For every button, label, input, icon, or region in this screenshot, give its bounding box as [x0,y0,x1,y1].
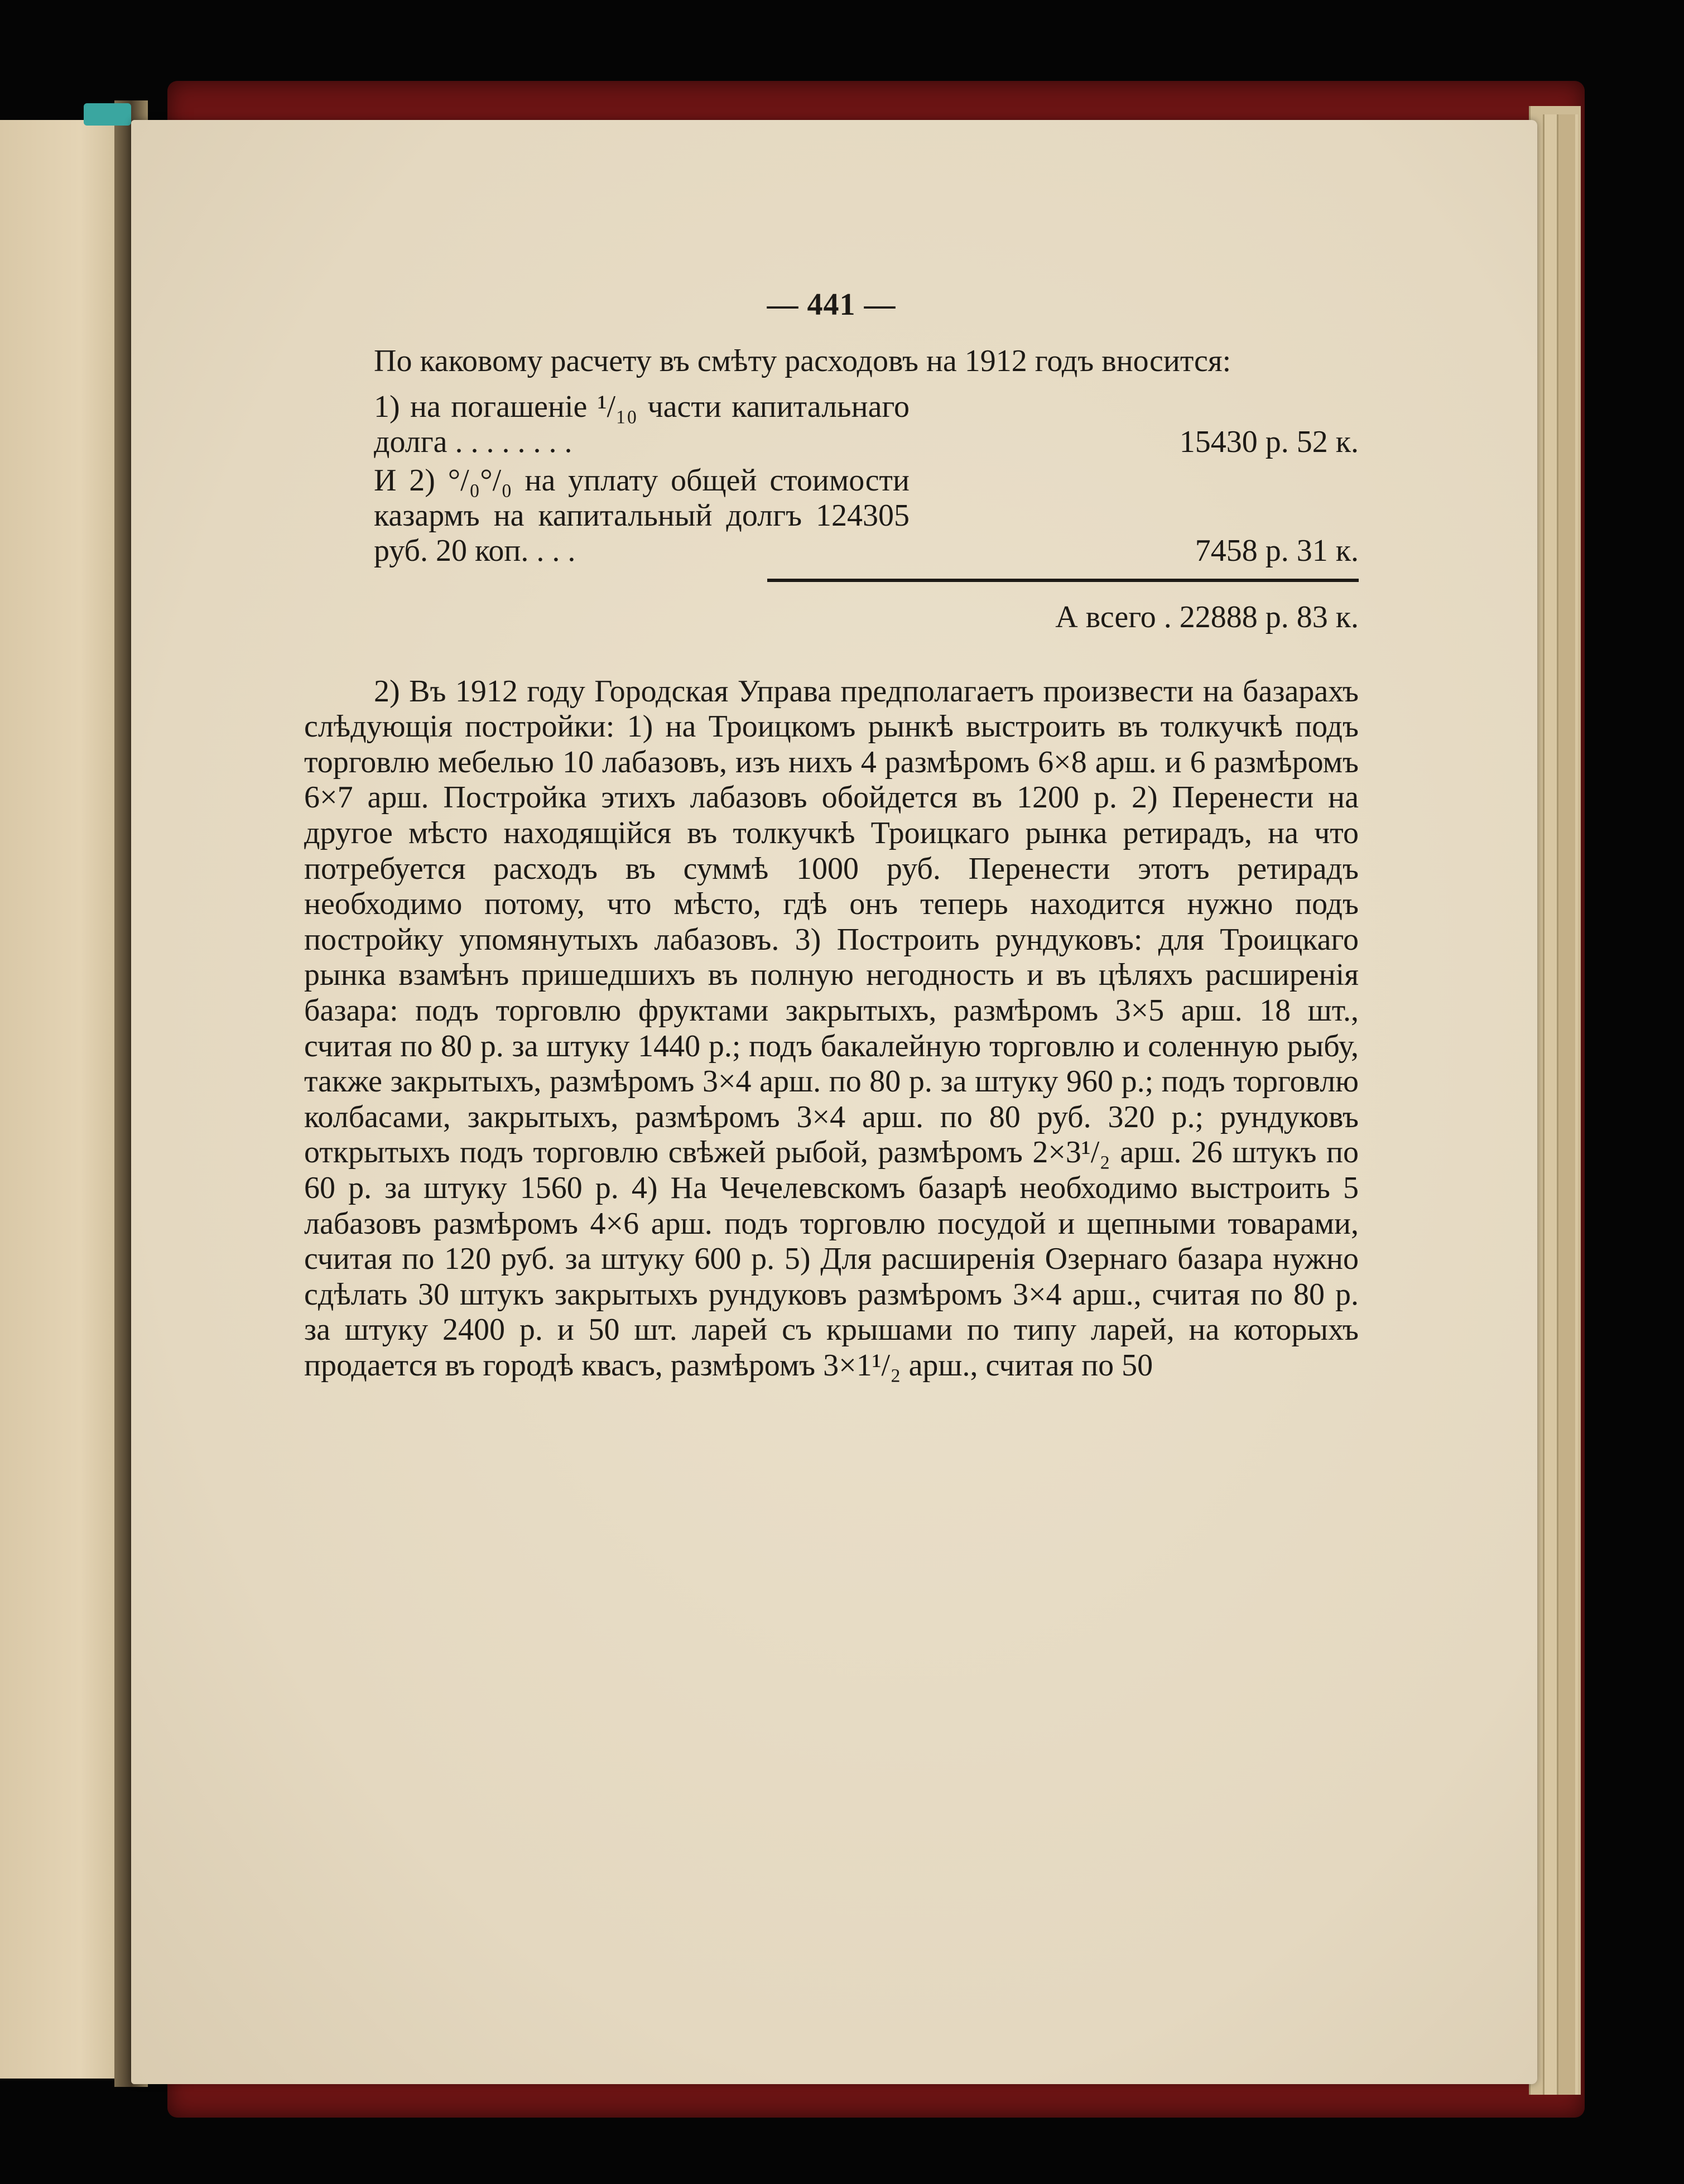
expense-item-2 [304,463,1359,569]
expense-item-description: И 2) °/₀°/₀ на уплату общей стоимости казармъ на капитальный долгъ 124305 руб. 20 коп. . . . [374,463,910,568]
expense-total: А всего . 22888 р. 83 к. [1055,599,1359,634]
expense-item-amount: 15430 р. 52 к. [1179,424,1359,459]
total-rule [767,579,1359,582]
bookmark-ribbon [84,103,131,126]
intro-paragraph: По каковому расчету въ смѣту расходовъ на 1912 годъ вносится: [374,344,1231,378]
page-number: — 441 — [767,287,896,322]
page-edges-back [1557,114,1575,2095]
expense-item-description: 1) на погашеніе ¹/₁₀ части капитальнаго долга . . . . . . . . [374,389,910,459]
page-content [304,287,1359,1383]
expense-item-amount: 7458 р. 31 к. [1195,533,1359,568]
body-paragraph: 2) Въ 1912 году Городская Управа предполагаетъ произвести на базарахъ слѣдующія постройки: 1) на Троицкомъ рынкѣ выстроить въ толкучкѣ подъ торговлю мебелью 10 лабазовъ, изъ нихъ 4 размѣромъ 6×8 арш. и 6 размѣромъ 6×7 арш. Постройка этихъ лабазовъ обойдется въ 1200 р. 2) Перенести на другое мѣсто находящійся въ толкучкѣ Троицкаго рынка ретирадъ, на что потребуется расходъ въ суммѣ 1000 руб. Перенести этотъ ретирадъ необходимо потому, что мѣсто, гдѣ онъ теперь находится нужно подъ постройку упомянутыхъ лабазовъ. 3) Построить рундуковъ: для Троицкаго рынка взамѣнъ пришедшихъ въ полную негодность и въ цѣляхъ расширенія базара: подъ торговлю фруктами закрытыхъ, размѣромъ 3×5 арш. 18 шт., считая по 80 р. за штуку 1440 р.; подъ бакалейную торговлю и соленную рыбу, также закрытыхъ, размѣромъ 3×4 арш. по 80 р. за штуку 960 р.; подъ торговлю колбасами, закрытыхъ, размѣромъ 3×4 арш. по 80 руб. 320 р.; рундуковъ открытыхъ подъ торговлю свѣжей рыбой, размѣромъ 2×3¹/₂ арш. 26 штукъ по 60 р. за штуку 1560 р. 4) На Чечелевскомъ базарѣ необходимо выстроить 5 лабазовъ размѣромъ 4×6 арш. подъ торговлю посудой и щепными товарами, считая по 120 руб. за штуку 600 р. 5) Для расширенія Озернаго базара нужно сдѣлать 30 штукъ закрытыхъ рундуковъ размѣромъ 3×4 арш., считая по 80 р. за штуку 2400 р. и 50 шт. ларей съ крышами по типу ларей, на которыхъ продается въ городѣ квасъ, размѣромъ 3×1¹/₂ арш., считая по 50 [304,674,1359,1383]
facing-page-left [0,120,134,2079]
book-page [131,120,1537,2084]
expense-item-1 [304,389,1359,460]
